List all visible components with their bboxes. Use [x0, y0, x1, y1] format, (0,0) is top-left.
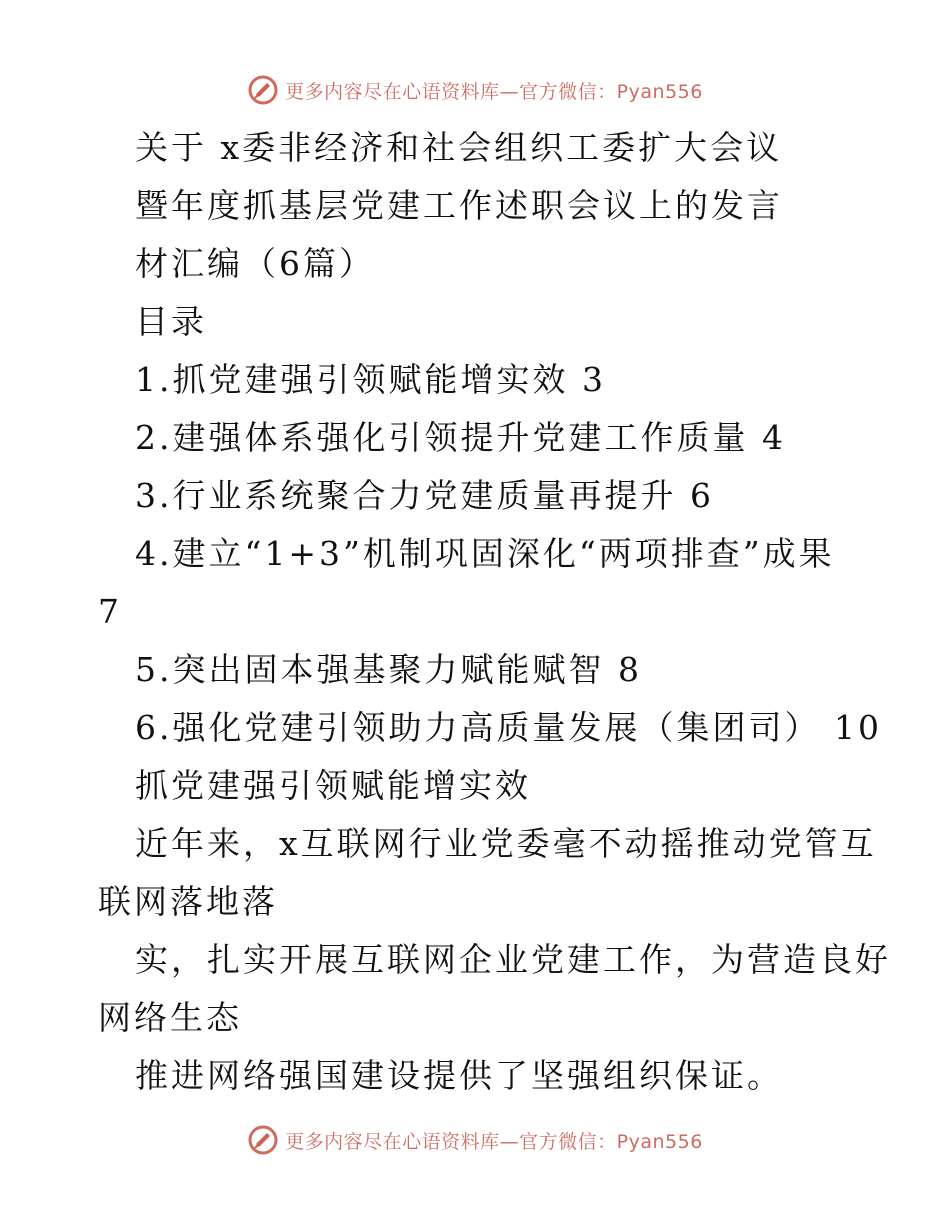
paragraph-line-3: 实，扎实开展互联网企业党建工作，为营造良好	[135, 940, 891, 979]
toc-item-5: 5.突出固本强基聚力赋能赋智 8	[135, 650, 642, 689]
toc-item-1: 1.抓党建强引领赋能增实效 3	[135, 360, 606, 399]
watermark-logo-icon	[247, 74, 279, 106]
title-line-2: 暨年度抓基层党建工作述职会议上的发言	[135, 186, 783, 225]
watermark-header	[0, 70, 950, 110]
watermark-text: 更多内容尽在心语资料库—官方微信：Pyan556	[285, 1130, 703, 1153]
toc-heading: 目录	[135, 302, 207, 341]
paragraph-line-2: 联网落地落	[98, 882, 278, 921]
paragraph-line-1: 近年来，x互联网行业党委毫不动摇推动党管互	[135, 824, 877, 863]
watermark-text: 更多内容尽在心语资料库—官方微信：Pyan556	[285, 80, 703, 103]
section-heading: 抓党建强引领赋能增实效	[135, 766, 531, 805]
paragraph-line-4: 网络生态	[98, 998, 242, 1037]
toc-item-2: 2.建强体系强化引领提升党建工作质量 4	[135, 418, 786, 457]
title-line-1: 关于 x委非经济和社会组织工委扩大会议	[135, 128, 783, 167]
paragraph-line-5: 推进网络强国建设提供了坚强组织保证。	[135, 1056, 783, 1095]
toc-item-3: 3.行业系统聚合力党建质量再提升 6	[135, 476, 714, 515]
title-line-3: 材汇编（6篇）	[135, 244, 375, 283]
toc-item-6: 6.强化党建引领助力高质量发展（集团司） 10	[135, 708, 882, 747]
watermark-footer	[0, 1120, 950, 1160]
watermark-logo-icon	[247, 1124, 279, 1156]
toc-item-4-page: 7	[98, 592, 122, 631]
toc-item-4: 4.建立“1+3”机制巩固深化“两项排查”成果	[135, 534, 835, 573]
